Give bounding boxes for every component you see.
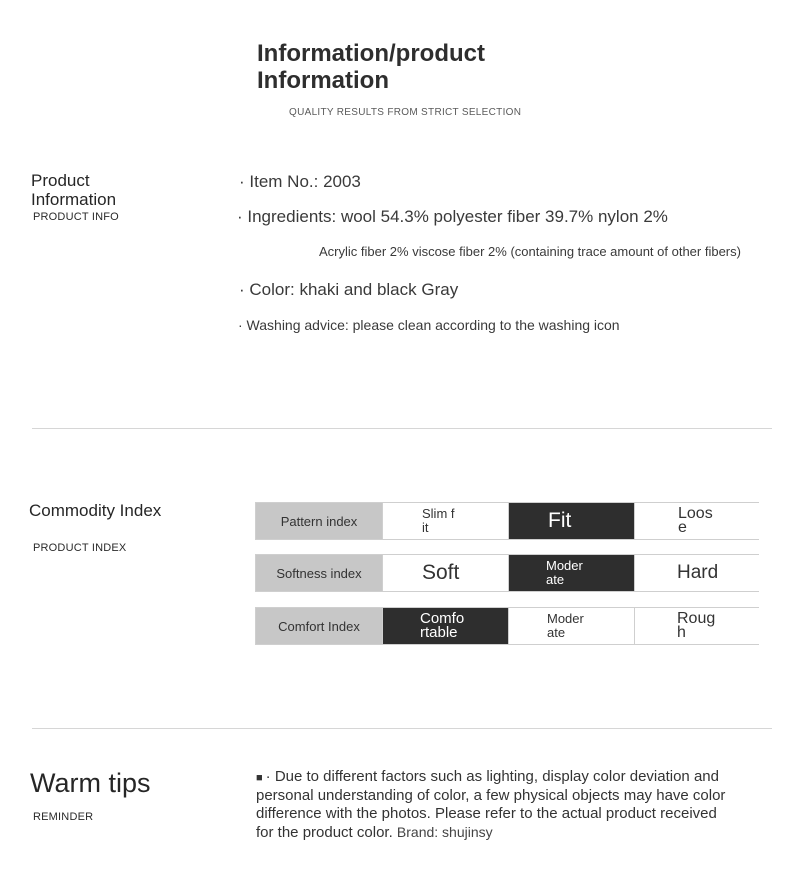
- softness-index-row: [255, 554, 759, 592]
- index-label: Comfort Index: [256, 608, 382, 644]
- index-option: [382, 555, 508, 591]
- option-text: Rough: [677, 610, 716, 641]
- index-option-selected: [382, 608, 508, 644]
- commodity-index-subheading: PRODUCT INDEX: [33, 542, 127, 554]
- option-text: Fit: [548, 509, 572, 532]
- option-text: Soft: [422, 561, 460, 584]
- index-option-selected: [508, 503, 634, 539]
- ingredients: · Ingredients: wool 54.3% polyester fiber 39.7% nylon 2%: [237, 207, 668, 226]
- option-text: Comfortable: [420, 610, 465, 641]
- option-text: Loose: [678, 505, 713, 536]
- index-label: Pattern index: [256, 503, 382, 539]
- option-text: Moderate: [546, 558, 583, 587]
- page-title: Information/product Information: [257, 40, 485, 94]
- comfort-index-row: [255, 607, 759, 645]
- warm-tips-text: [256, 768, 736, 842]
- index-option-selected: [508, 555, 634, 591]
- product-info-subheading: PRODUCT INFO: [33, 211, 119, 223]
- option-text: Slim fit: [422, 506, 455, 535]
- product-info-heading: Product Information: [31, 171, 117, 209]
- section-divider: [32, 428, 772, 429]
- commodity-index-heading: Commodity Index: [29, 501, 162, 520]
- item-number: · Item No.: 2003: [239, 172, 361, 191]
- pattern-index-row: [255, 502, 759, 540]
- index-option: [508, 608, 634, 644]
- warm-tips-subheading: REMINDER: [33, 811, 94, 823]
- tips-paragraph: · Due to different factors such as lighting, display color deviation and personal understanding of color, a few physical objects may have color difference with the photos. Please refer to the actual product received for the product color.: [256, 768, 726, 841]
- ingredients-continued: Acrylic fiber 2% viscose fiber 2% (containing trace amount of other fibers): [319, 244, 741, 259]
- index-option: [634, 608, 760, 644]
- index-option: [634, 555, 760, 591]
- brand-label: Brand: shujinsy: [396, 824, 493, 840]
- index-label: Softness index: [256, 555, 382, 591]
- bullet-icon: ■: [256, 772, 263, 784]
- option-text: Hard: [677, 562, 719, 583]
- warm-tips-heading: Warm tips: [30, 768, 151, 798]
- page-subtitle: QUALITY RESULTS FROM STRICT SELECTION: [289, 107, 522, 118]
- section-divider: [32, 728, 772, 729]
- index-option: [382, 503, 508, 539]
- color-info: · Color: khaki and black Gray: [239, 280, 459, 299]
- option-text: Moderate: [547, 611, 584, 640]
- index-option: [634, 503, 760, 539]
- washing-advice: · Washing advice: please clean according to the washing icon: [238, 317, 620, 333]
